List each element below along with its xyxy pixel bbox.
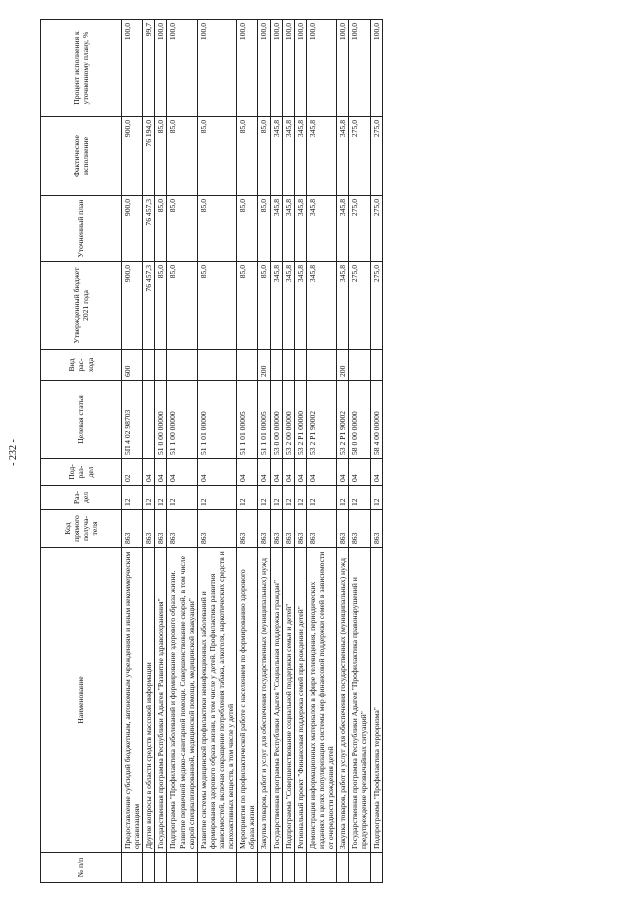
cell-code: 863 — [237, 510, 258, 548]
cell-name: Государственная программа Республики Адыгея "Социальная поддержка граждан" — [270, 548, 282, 853]
cell-name: Государственная программа Республики Адыгея "Профилактика правонарушений и предупреждение чрезвычайных ситуаций" — [349, 548, 370, 853]
cell-actual: 85,0 — [258, 117, 270, 196]
cell-percent: 100,0 — [167, 20, 197, 117]
cell-name: Другие вопросы в области средств массовой информации — [143, 548, 155, 853]
cell-razdel: 12 — [155, 486, 167, 510]
cell-vid: 200 — [258, 350, 270, 381]
cell-code: 863 — [270, 510, 282, 548]
cell-razdel: 12 — [270, 486, 282, 510]
cell-code: 863 — [197, 510, 236, 548]
cell-actual: 345,8 — [337, 117, 349, 196]
cell-num — [197, 853, 236, 883]
cell-approved: 85,0 — [197, 262, 236, 350]
cell-num — [349, 853, 370, 883]
cell-razdel: 12 — [237, 486, 258, 510]
cell-num — [294, 853, 306, 883]
cell-percent: 100,0 — [370, 20, 382, 117]
header-name: Наименование — [41, 548, 122, 853]
table-row — [349, 20, 370, 883]
cell-plan: 345,8 — [282, 196, 294, 262]
cell-plan: 345,8 — [294, 196, 306, 262]
cell-vid — [306, 350, 336, 381]
table-row — [282, 20, 294, 883]
cell-podrazdel: 04 — [258, 459, 270, 486]
cell-vid: 200 — [337, 350, 349, 381]
cell-percent: 100,0 — [349, 20, 370, 117]
cell-num — [122, 853, 143, 883]
cell-name: Подпрограмма "Совершенствование социальной поддержки семьи и детей" — [282, 548, 294, 853]
cell-razdel: 12 — [143, 486, 155, 510]
cell-article: 51 0 00 00000 — [155, 381, 167, 459]
cell-num — [337, 853, 349, 883]
cell-num — [143, 853, 155, 883]
cell-approved: 85,0 — [258, 262, 270, 350]
header-num: № п/п — [41, 853, 122, 883]
cell-approved: 275,0 — [370, 262, 382, 350]
cell-code: 863 — [370, 510, 382, 548]
cell-num — [282, 853, 294, 883]
cell-plan: 85,0 — [155, 196, 167, 262]
cell-vid — [294, 350, 306, 381]
cell-article: 53 2 P1 00000 — [294, 381, 306, 459]
cell-approved: 76 457,3 — [143, 262, 155, 350]
cell-podrazdel: 04 — [282, 459, 294, 486]
cell-approved: 345,8 — [294, 262, 306, 350]
cell-percent: 100,0 — [337, 20, 349, 117]
cell-plan: 85,0 — [197, 196, 236, 262]
cell-num — [237, 853, 258, 883]
cell-code: 863 — [155, 510, 167, 548]
cell-plan: 85,0 — [237, 196, 258, 262]
cell-plan: 76 457,3 — [143, 196, 155, 262]
table-header-row — [41, 20, 122, 883]
table-row — [294, 20, 306, 883]
header-percent: Процент исполнения к уточненному плану, % — [41, 20, 122, 117]
cell-name: Государственная программа Республики Адыгея "Развитие здравоохранения" — [155, 548, 167, 853]
cell-name: Региональный проект "Финансовая поддержка семей при рождении детей" — [294, 548, 306, 853]
cell-article: 51 1 01 00005 — [258, 381, 270, 459]
cell-approved: 85,0 — [237, 262, 258, 350]
cell-name: Закупка товаров, работ и услуг для обеспечения государственных (муниципальных) нужд — [337, 548, 349, 853]
cell-vid — [349, 350, 370, 381]
cell-actual: 900,0 — [122, 117, 143, 196]
cell-approved: 345,8 — [306, 262, 336, 350]
cell-actual: 76 194,0 — [143, 117, 155, 196]
cell-code: 863 — [337, 510, 349, 548]
table-row — [237, 20, 258, 883]
cell-approved: 345,8 — [282, 262, 294, 350]
cell-percent: 100,0 — [306, 20, 336, 117]
cell-plan: 85,0 — [167, 196, 197, 262]
cell-article: 53 2 00 00000 — [282, 381, 294, 459]
table-row — [258, 20, 270, 883]
cell-vid — [143, 350, 155, 381]
table-row — [122, 20, 143, 883]
cell-actual: 85,0 — [167, 117, 197, 196]
cell-podrazdel: 04 — [167, 459, 197, 486]
cell-actual: 345,8 — [270, 117, 282, 196]
cell-vid — [197, 350, 236, 381]
cell-article: 53 2 P1 90002 — [337, 381, 349, 459]
cell-name: Развитие системы медицинской профилактики неинфекционных заболеваний и формирования здорового образа жизни, в том числе у детей. Профилактика развития зависимостей, включая сокращение потребления табака, алкоголя, наркотических средств и психоактивных веществ, в том числе у детей — [197, 548, 236, 853]
cell-podrazdel: 04 — [197, 459, 236, 486]
cell-razdel: 12 — [294, 486, 306, 510]
cell-code: 863 — [122, 510, 143, 548]
cell-razdel: 12 — [337, 486, 349, 510]
cell-podrazdel: 04 — [270, 459, 282, 486]
cell-article: 58 4 00 00000 — [370, 381, 382, 459]
cell-podrazdel: 04 — [337, 459, 349, 486]
header-approved: Утвержденный бюджет 2021 года — [41, 262, 122, 350]
cell-article: 53 2 P1 90002 — [306, 381, 336, 459]
cell-podrazdel: 04 — [306, 459, 336, 486]
cell-razdel: 12 — [349, 486, 370, 510]
cell-plan: 345,8 — [270, 196, 282, 262]
cell-actual: 85,0 — [237, 117, 258, 196]
cell-vid: 600 — [122, 350, 143, 381]
cell-vid — [167, 350, 197, 381]
cell-plan: 900,0 — [122, 196, 143, 262]
cell-plan: 275,0 — [349, 196, 370, 262]
table-row — [167, 20, 197, 883]
cell-num — [258, 853, 270, 883]
cell-razdel: 12 — [122, 486, 143, 510]
cell-article — [143, 381, 155, 459]
header-plan: Уточненный план — [41, 196, 122, 262]
cell-percent: 100,0 — [282, 20, 294, 117]
cell-percent: 99,7 — [143, 20, 155, 117]
cell-podrazdel: 04 — [294, 459, 306, 486]
cell-name: Подпрограмма "Профилактика терроризма" — [370, 548, 382, 853]
cell-code: 863 — [167, 510, 197, 548]
cell-approved: 900,0 — [122, 262, 143, 350]
header-actual: Фактическое исполнение — [41, 117, 122, 196]
cell-name: Предоставление субсидий бюджетным, автономным учреждениям и иным некоммерческим организациям — [122, 548, 143, 853]
cell-actual: 85,0 — [155, 117, 167, 196]
cell-podrazdel: 04 — [143, 459, 155, 486]
cell-num — [270, 853, 282, 883]
cell-percent: 100,0 — [258, 20, 270, 117]
cell-code: 863 — [294, 510, 306, 548]
cell-num — [167, 853, 197, 883]
cell-razdel: 12 — [167, 486, 197, 510]
cell-percent: 100,0 — [270, 20, 282, 117]
cell-article: 51 1 01 00000 — [197, 381, 236, 459]
header-vid: Вид рас-хода — [41, 350, 122, 381]
cell-approved: 275,0 — [349, 262, 370, 350]
cell-plan: 345,8 — [306, 196, 336, 262]
budget-table — [40, 19, 383, 883]
cell-code: 863 — [349, 510, 370, 548]
cell-actual: 275,0 — [349, 117, 370, 196]
cell-vid — [270, 350, 282, 381]
table-row — [155, 20, 167, 883]
cell-percent: 100,0 — [122, 20, 143, 117]
cell-plan: 275,0 — [370, 196, 382, 262]
cell-razdel: 12 — [197, 486, 236, 510]
cell-num — [370, 853, 382, 883]
cell-approved: 345,8 — [337, 262, 349, 350]
cell-name: Мероприятия по профилактической работе с населением по формированию здорового образа жизни — [237, 548, 258, 853]
cell-name: Демонстрация информационных материалов в эфире телевидения, периодических изданиях в целях популяризации системы мер финансовой поддержки семей в зависимости от очередности рождения детей — [306, 548, 336, 853]
page-number: - 232 - — [8, 439, 19, 466]
cell-article: 53 0 00 00000 — [270, 381, 282, 459]
cell-name: Закупка товаров, работ и услуг для обеспечения государственных (муниципальных) нужд — [258, 548, 270, 853]
cell-article: 5П 4 02 98703 — [122, 381, 143, 459]
cell-plan: 345,8 — [337, 196, 349, 262]
cell-podrazdel: 04 — [155, 459, 167, 486]
cell-razdel: 12 — [258, 486, 270, 510]
cell-approved: 345,8 — [270, 262, 282, 350]
cell-name: Подпрограмма "Профилактика заболеваний и формирование здорового образа жизни. Развитие первичной медико-санитарной помощи. Совершенствование скорой, в том числе скорой специализированной, медицинской помощи, медицинской эвакуации" — [167, 548, 197, 853]
table-row — [337, 20, 349, 883]
cell-approved: 85,0 — [167, 262, 197, 350]
table-row — [370, 20, 382, 883]
cell-plan: 85,0 — [258, 196, 270, 262]
table-row — [143, 20, 155, 883]
table-row — [197, 20, 236, 883]
cell-article: 58 0 00 00000 — [349, 381, 370, 459]
cell-actual: 275,0 — [370, 117, 382, 196]
cell-approved: 85,0 — [155, 262, 167, 350]
cell-percent: 100,0 — [197, 20, 236, 117]
header-razdel: Раз-дел — [41, 486, 122, 510]
cell-percent: 100,0 — [294, 20, 306, 117]
header-podrazdel: Под-раз-дел — [41, 459, 122, 486]
cell-razdel: 12 — [306, 486, 336, 510]
cell-code: 863 — [282, 510, 294, 548]
cell-num — [155, 853, 167, 883]
cell-vid — [282, 350, 294, 381]
cell-percent: 100,0 — [237, 20, 258, 117]
cell-podrazdel: 04 — [349, 459, 370, 486]
cell-podrazdel: 02 — [122, 459, 143, 486]
cell-podrazdel: 04 — [237, 459, 258, 486]
cell-code: 863 — [306, 510, 336, 548]
cell-podrazdel: 04 — [370, 459, 382, 486]
table-row — [306, 20, 336, 883]
cell-actual: 345,8 — [282, 117, 294, 196]
cell-razdel: 12 — [282, 486, 294, 510]
cell-actual: 345,8 — [306, 117, 336, 196]
header-code: Код прямого получа-теля — [41, 510, 122, 548]
header-article: Целевая статья — [41, 381, 122, 459]
cell-article: 51 1 00 00000 — [167, 381, 197, 459]
cell-article: 51 1 01 00005 — [237, 381, 258, 459]
cell-code: 863 — [143, 510, 155, 548]
cell-actual: 345,8 — [294, 117, 306, 196]
cell-razdel: 12 — [370, 486, 382, 510]
cell-num — [306, 853, 336, 883]
cell-actual: 85,0 — [197, 117, 236, 196]
cell-vid — [370, 350, 382, 381]
cell-vid — [237, 350, 258, 381]
table-row — [270, 20, 282, 883]
cell-vid — [155, 350, 167, 381]
cell-code: 863 — [258, 510, 270, 548]
cell-percent: 100,0 — [155, 20, 167, 117]
